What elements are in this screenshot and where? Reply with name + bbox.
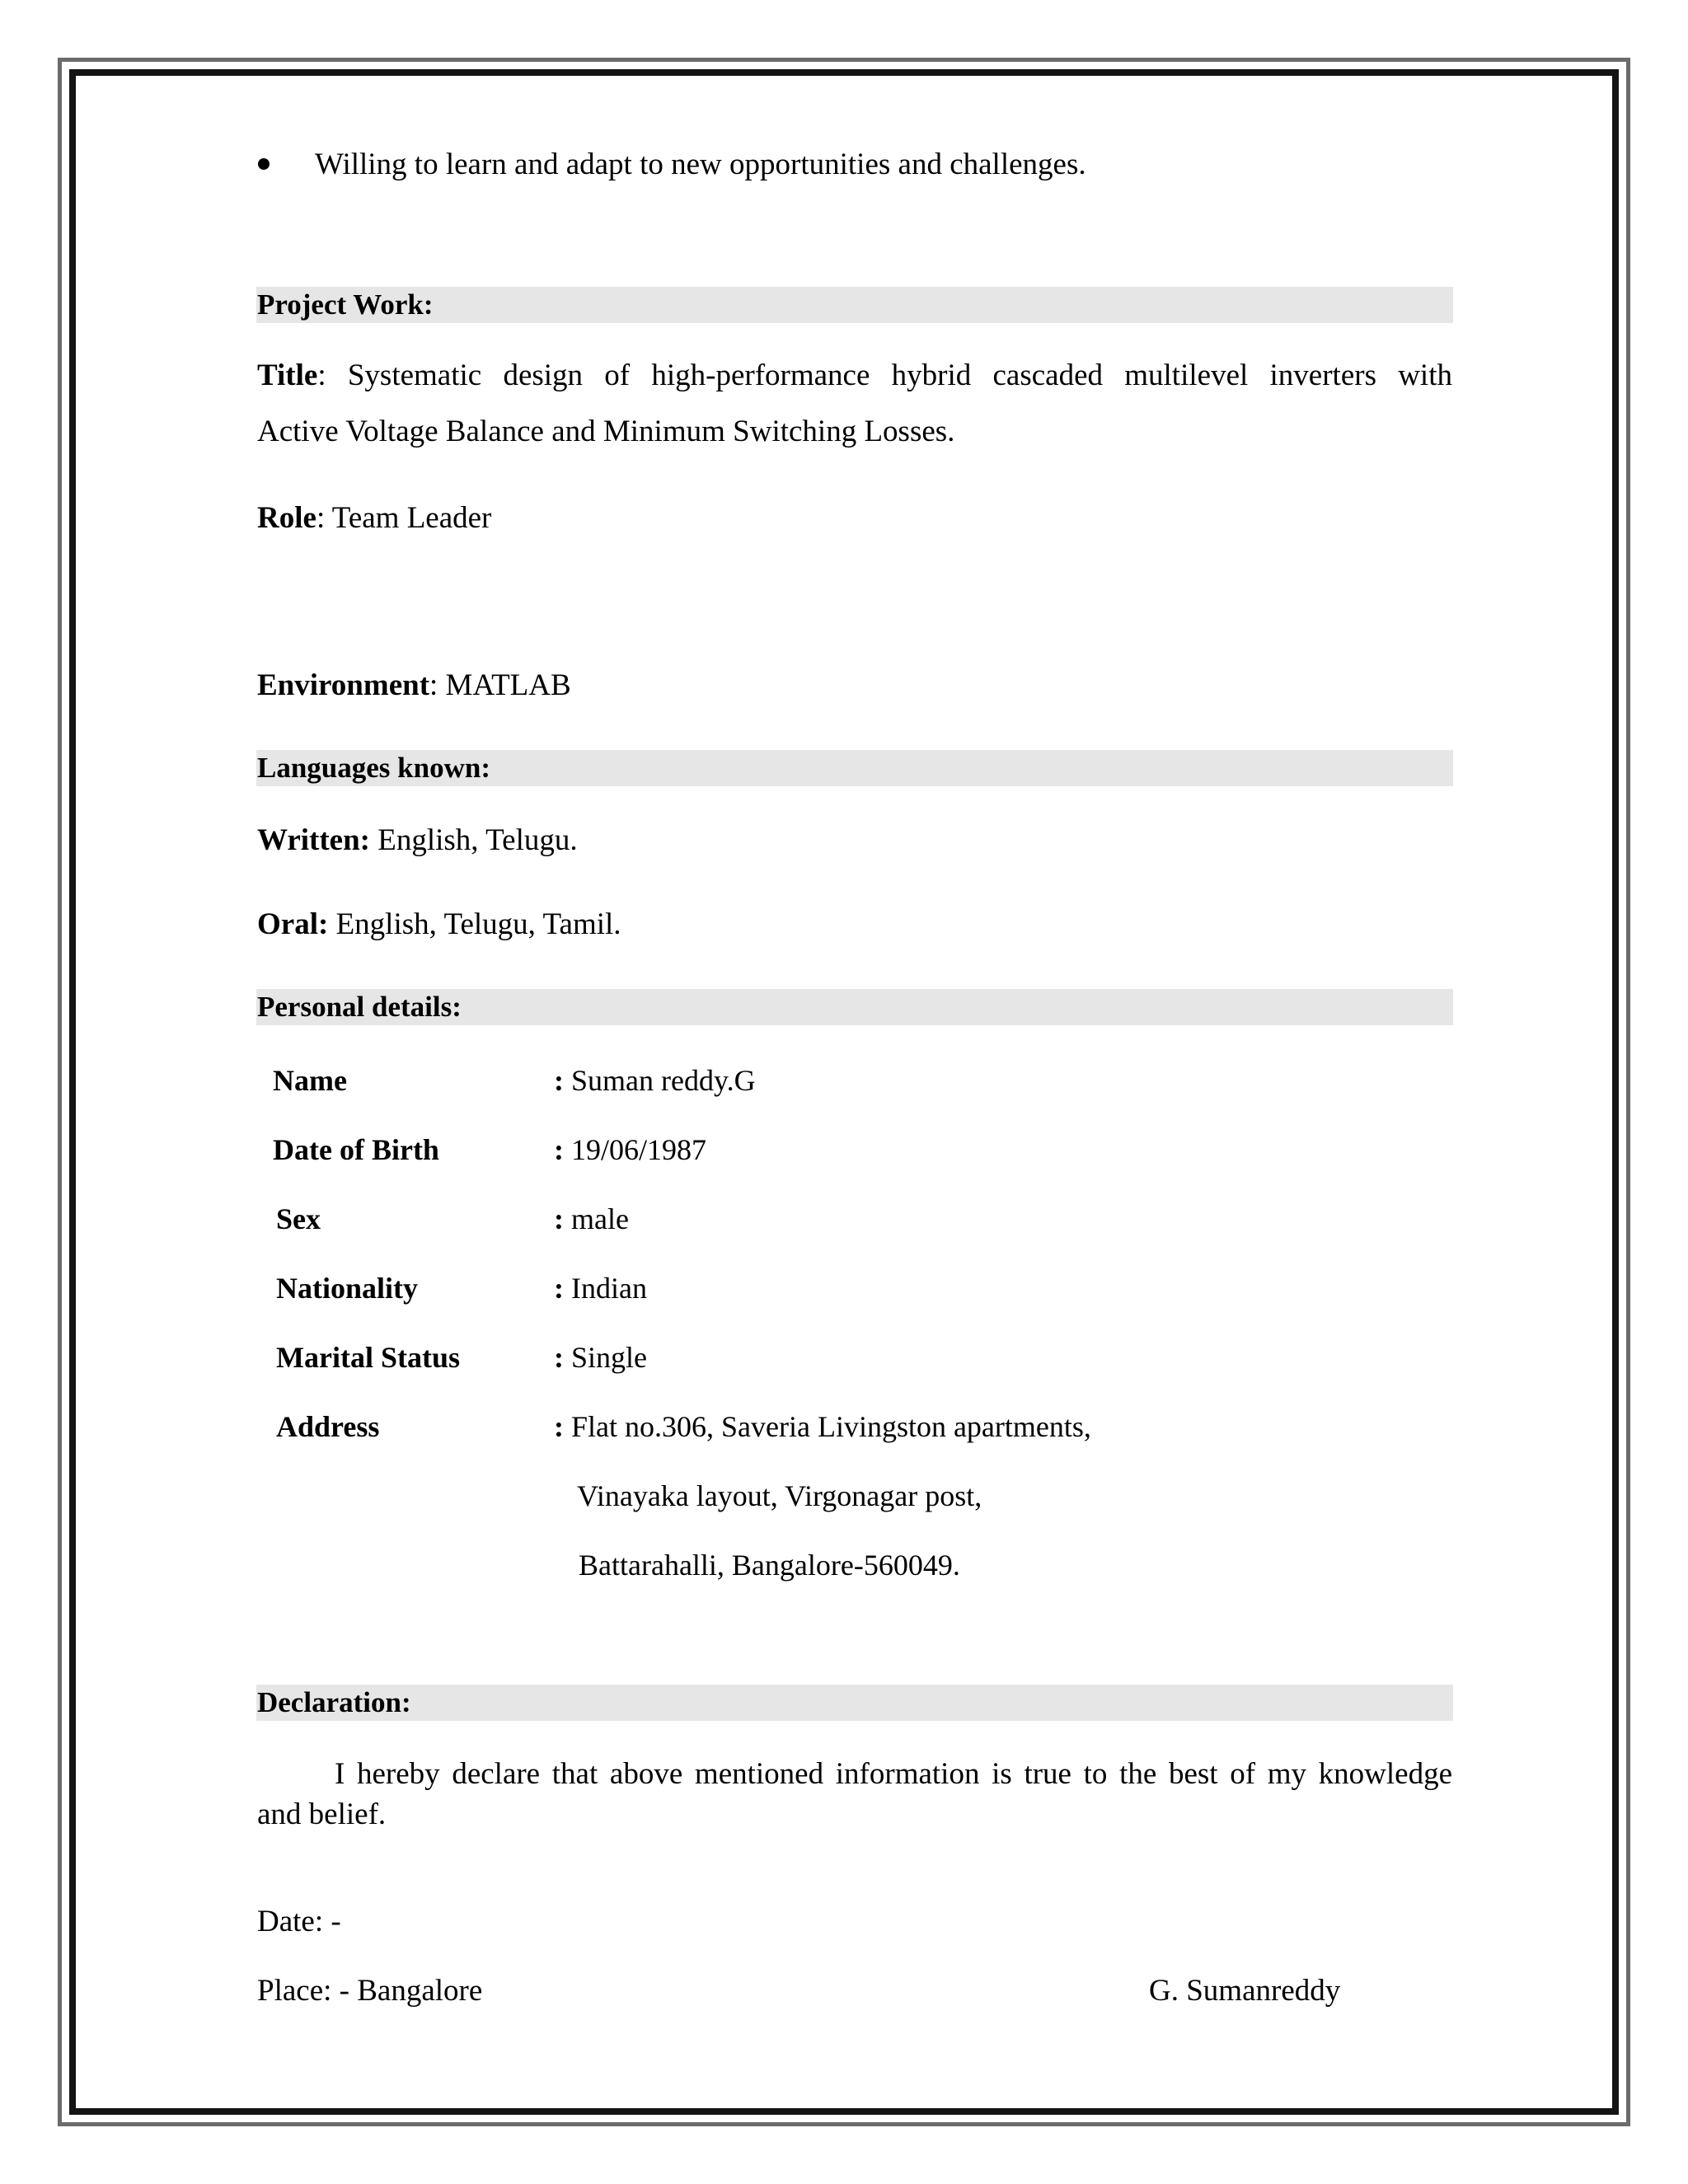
project-environment-label: Environment bbox=[257, 668, 430, 702]
project-title-text: : Systematic design of high-performance hybrid cascaded multilevel inverters with bbox=[317, 359, 1452, 392]
project-environment-value: : MATLAB bbox=[429, 668, 571, 702]
declaration-section-bar bbox=[256, 1685, 1453, 1721]
detail-value-dob: : 19/06/1987 bbox=[554, 1133, 707, 1166]
project-role bbox=[257, 503, 491, 533]
languages-written bbox=[257, 825, 578, 855]
project-role-label: Role bbox=[257, 501, 316, 535]
detail-label-address: Address bbox=[276, 1410, 380, 1443]
detail-value-nationality: : Indian bbox=[554, 1272, 647, 1305]
project-role-value: : Team Leader bbox=[316, 501, 492, 535]
detail-value-marital-status: : Single bbox=[554, 1341, 648, 1374]
detail-label-nationality: Nationality bbox=[276, 1272, 419, 1305]
bullet-text: Willing to learn and adapt to new opportunities and challenges. bbox=[315, 148, 1086, 181]
detail-label-name: Name bbox=[273, 1064, 347, 1097]
detail-value-sex: : male bbox=[554, 1202, 629, 1235]
detail-value-address: : Flat no.306, Saveria Livingston apartments, bbox=[554, 1410, 1091, 1443]
languages-oral-value: English, Telugu, Tamil. bbox=[328, 907, 621, 941]
languages-written-value: English, Telugu. bbox=[370, 823, 578, 857]
project-heading: Project Work: bbox=[257, 288, 434, 321]
project-title-label: Title bbox=[257, 359, 318, 392]
languages-oral bbox=[257, 909, 621, 940]
signature-name: G. Sumanreddy bbox=[1149, 1974, 1341, 2008]
declaration-heading: Declaration: bbox=[257, 1686, 411, 1718]
detail-value-address-line3: Battarahalli, Bangalore-560049. bbox=[579, 1549, 960, 1582]
languages-heading: Languages known: bbox=[257, 752, 491, 784]
project-title-line2: Active Voltage Balance and Minimum Switching Losses. bbox=[257, 415, 955, 448]
declaration-line2: and belief. bbox=[257, 1797, 387, 1831]
languages-written-label: Written: bbox=[257, 823, 370, 857]
project-title-line1 bbox=[257, 358, 1452, 393]
detail-value-name: : Suman reddy.G bbox=[554, 1064, 756, 1097]
declaration-line1: I hereby declare that above mentioned information is true to the best of my knowledge bbox=[335, 1757, 1452, 1791]
detail-label-marital-status: Marital Status bbox=[276, 1341, 460, 1374]
detail-value-address-line2: Vinayaka layout, Virgonagar post, bbox=[577, 1479, 982, 1512]
personal-heading: Personal details: bbox=[257, 991, 462, 1023]
declaration-date: Date: - bbox=[257, 1905, 341, 1938]
declaration-place: Place: - Bangalore bbox=[257, 1974, 483, 2008]
bullet-dot-icon bbox=[258, 158, 270, 170]
project-environment bbox=[257, 670, 571, 701]
detail-label-sex: Sex bbox=[276, 1202, 321, 1235]
languages-oral-label: Oral: bbox=[257, 907, 329, 941]
project-section-bar bbox=[256, 287, 1453, 323]
detail-label-dob: Date of Birth bbox=[273, 1133, 439, 1166]
